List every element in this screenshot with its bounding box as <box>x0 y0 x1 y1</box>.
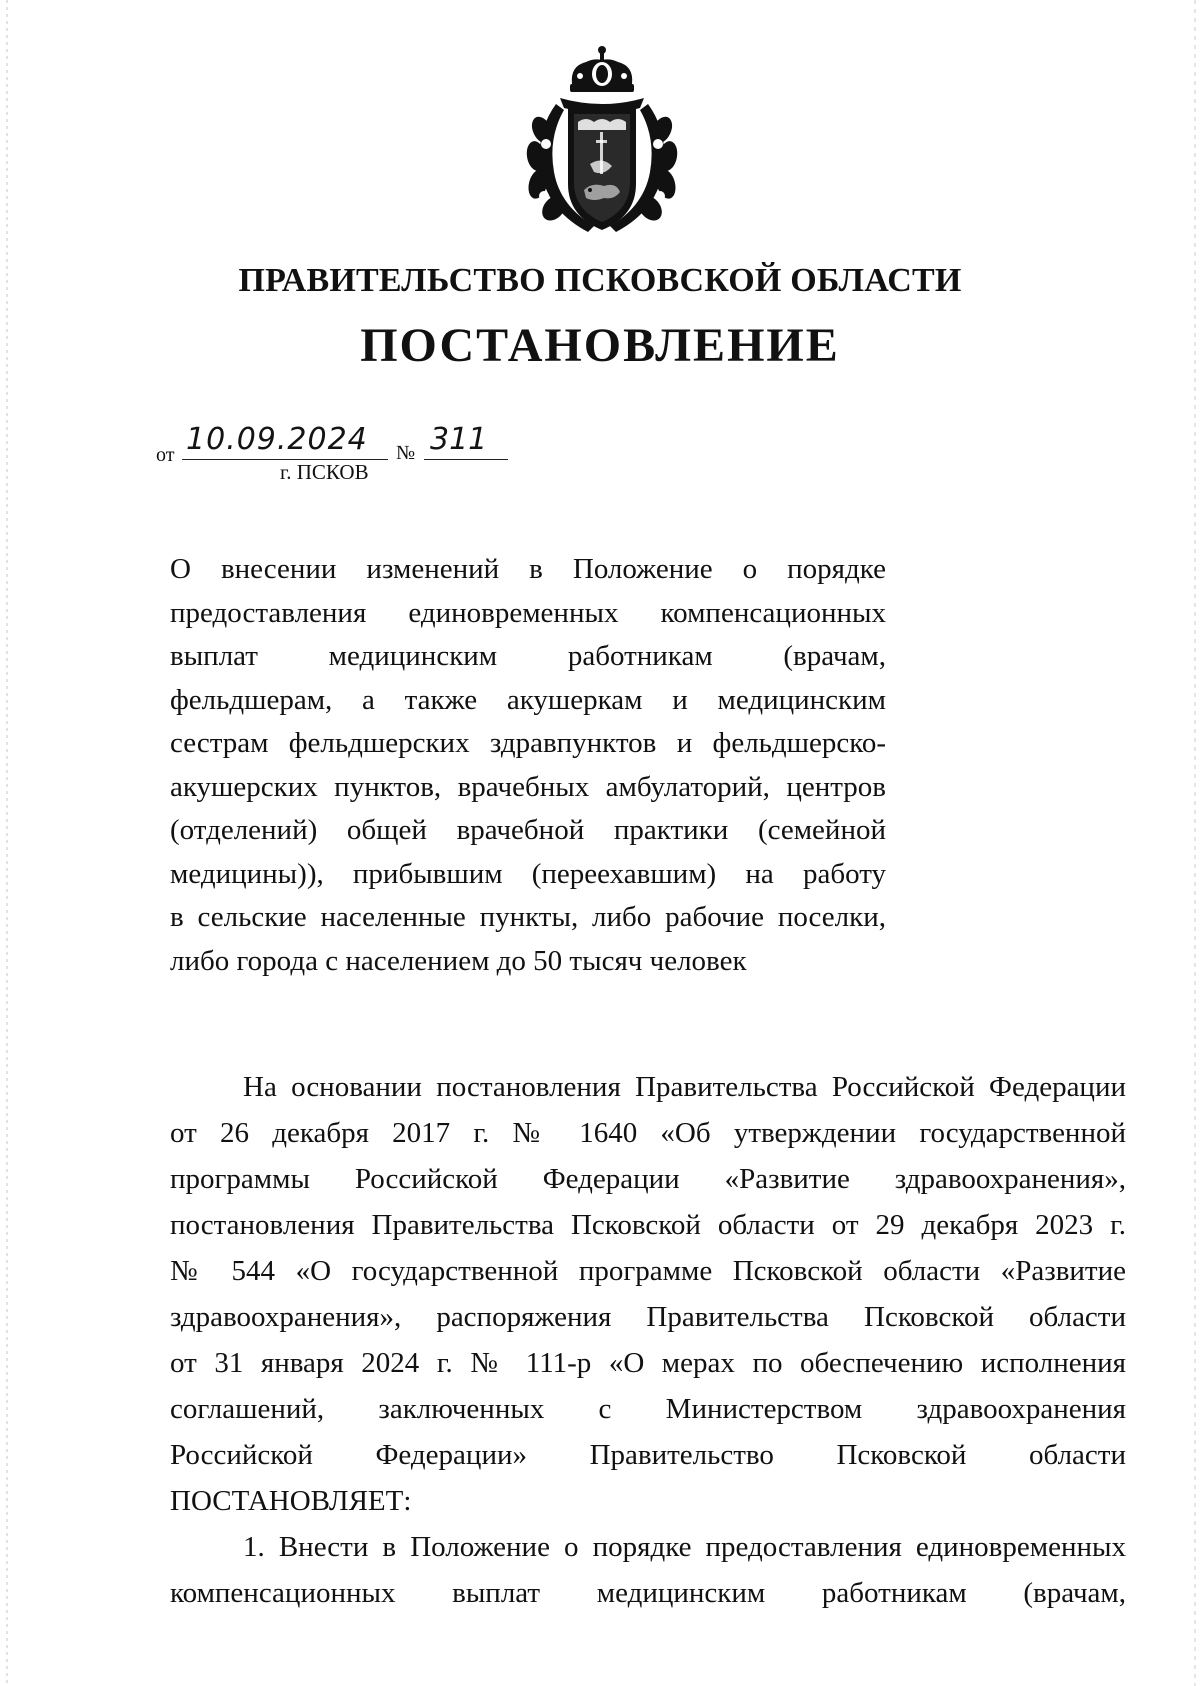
subject-line: фельдшерам, а также акушеркам и медицинским <box>170 683 886 716</box>
handwritten-number: 311 <box>424 422 508 460</box>
body-line: № 544 «О государственной программе Псковской области «Развитие <box>170 1255 1126 1287</box>
body-line: постановления Правительства Псковской области от 29 декабря 2023 г. <box>170 1209 1126 1241</box>
handwritten-date: 10.09.2024 <box>182 422 388 460</box>
body-line: На основании постановления Правительства Российской Федерации <box>243 1071 1126 1103</box>
subject-line: выплат медицинским работникам (врачам, <box>170 640 886 672</box>
body-line: программы Российской Федерации «Развитие здравоохранения», <box>170 1163 1126 1195</box>
scan-edge-right <box>1194 0 1196 1686</box>
subject-line: медицины)), прибывшим (переехавшим) на работу <box>170 857 886 890</box>
body-line: от 26 декабря 2017 г. № 1640 «Об утверждении государственной <box>170 1117 1126 1149</box>
pskov-oblast-coat-of-arms-icon <box>520 44 684 242</box>
document-type-title: ПОСТАНОВЛЕНИЕ <box>360 319 840 372</box>
date-prefix: от <box>156 444 175 466</box>
document-body <box>170 1064 1126 1616</box>
body-line: соглашений, заключенных с Министерством здравоохранения <box>170 1393 1126 1425</box>
subject-line: (отделений) общей врачебной практики (семейной <box>170 814 886 846</box>
government-title: ПРАВИТЕЛЬСТВО ПСКОВСКОЙ ОБЛАСТИ <box>238 262 962 299</box>
subject-line: сестрам фельдшерских здравпунктов и фельдшерско- <box>170 727 886 759</box>
body-line: компенсационных выплат медицинским работникам (врачам, <box>170 1577 1126 1609</box>
subject-line: предоставления единовременных компенсационных <box>170 596 886 629</box>
city-label: г. ПСКОВ <box>280 460 369 484</box>
subject-line: в сельские населенные пункты, либо рабочие поселки, <box>170 901 886 933</box>
body-line: здравоохранения», распоряжения Правительства Псковской области <box>170 1301 1126 1333</box>
body-line: от 31 января 2024 г. № 111-р «О мерах по обеспечению исполнения <box>170 1347 1126 1379</box>
number-prefix: № <box>396 442 416 464</box>
body-line: 1. Внести в Положение о порядке предоставления единовременных <box>243 1531 1126 1563</box>
scan-edge-left <box>6 0 8 1686</box>
document-subject <box>170 548 886 983</box>
body-line: ПОСТАНОВЛЯЕТ: <box>170 1485 412 1517</box>
body-line: Российской Федерации» Правительство Псковской области <box>170 1439 1126 1471</box>
subject-line: акушерских пунктов, врачебных амбулаторий, центров <box>170 770 886 803</box>
subject-line: либо города с населением до 50 тысяч человек <box>170 944 747 977</box>
subject-line: О внесении изменений в Положение о порядке <box>170 553 886 585</box>
